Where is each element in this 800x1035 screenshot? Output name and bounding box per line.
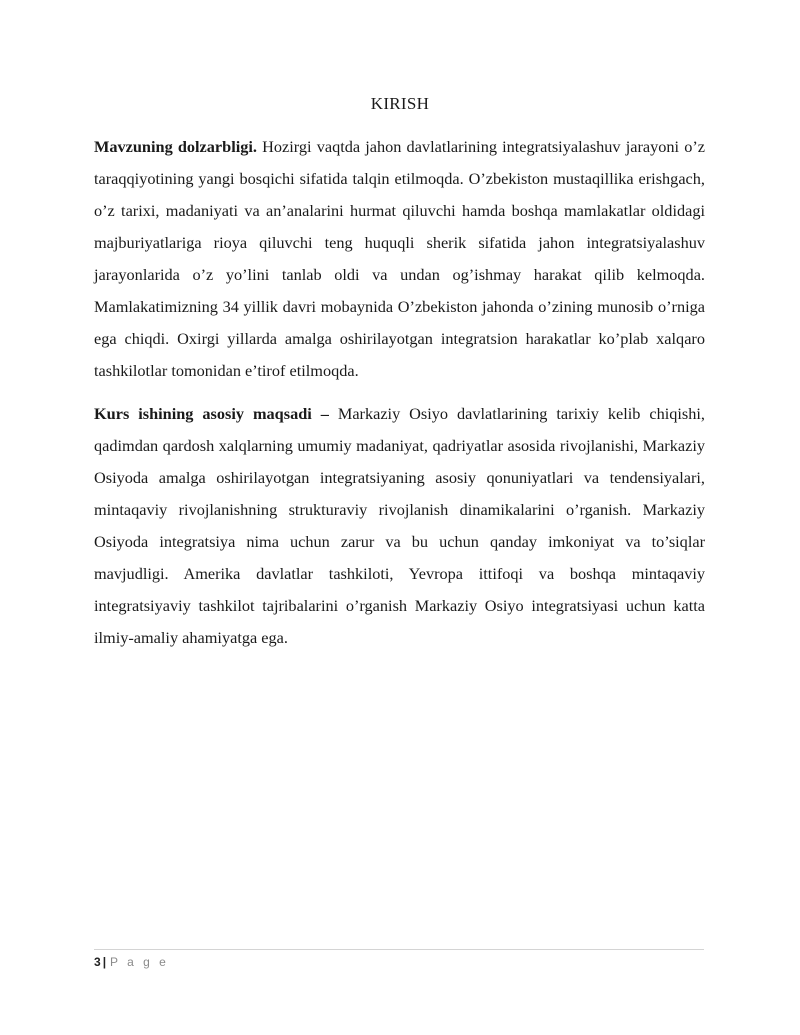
footer-separator: | <box>102 955 107 969</box>
paragraph-objective <box>94 398 705 654</box>
footer-divider <box>94 949 704 950</box>
paragraph-text: Hozirgi vaqtda jahon davlatlarining integratsiyalashuv jarayoni o’z taraqqiyotining yangi bosqichi sifatida talqin etilmoqda. O’zbekiston mustaqillika erishgach, o’z tarixi, madaniyati va an’analarini hurmat qiluvchi hamda boshqa mamlakatlar oldidagi majburiyatlariga rioya qiluvchi teng huquqli sherik sifatida jahon integratsiyalashuv jarayonlarida o’z yo’lini tanlab oldi va undan og’ishmay harakat qilib kelmoqda. Mamlakatimizning 34 yillik davri mobaynida O’zbekiston jahonda o’zining munosib o’rniga ega chiqdi. Oxirgi yillarda amalga oshirilayotgan integratsion harakatlar ko’plab xalqaro tashkilotlar tomonidan e’tirof etilmoqda. <box>94 137 705 380</box>
page-footer <box>94 953 169 971</box>
paragraph-lead: Kurs ishining asosiy maqsadi – <box>94 404 329 423</box>
body-text <box>94 131 705 654</box>
page-label: P a g e <box>110 955 169 969</box>
paragraph-relevance <box>94 131 705 387</box>
paragraph-lead: Mavzuning dolzarbligi. <box>94 137 257 156</box>
section-heading: KIRISH <box>370 94 430 113</box>
page-number: 3 <box>94 955 101 969</box>
paragraph-text: Markaziy Osiyo davlatlarining tarixiy kelib chiqishi, qadimdan qardosh xalqlarning umumiy madaniyat, qadriyatlar asosida rivojlanishi, Markaziy Osiyoda amalga oshirilayotgan integratsiyaning asosiy qonuniyatlari va tendensiyalari, mintaqaviy rivojlanishning strukturaviy rivojlanish dinamikalarini o’rganish. Markaziy Osiyoda integratsiya nima uchun zarur va bu uchun qanday imkoniyat va to’siqlar mavjudligi. Amerika davlatlar tashkiloti, Yevropa ittifoqi va boshqa mintaqaviy integratsiyaviy tashkilot tajribalarini o’rganish Markaziy Osiyo integratsiyasi uchun katta ilmiy-amaliy ahamiyatga ega. <box>94 404 705 647</box>
